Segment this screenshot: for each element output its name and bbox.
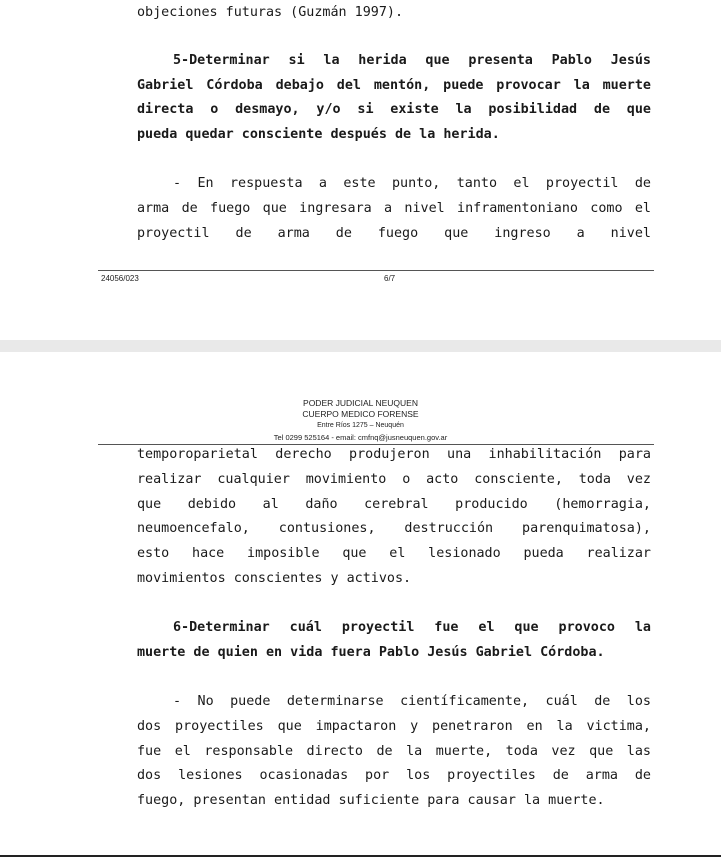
header-department: CUERPO MEDICO FORENSE — [302, 409, 419, 419]
page-bottom-border — [0, 855, 721, 857]
footer-docnum: 24056/023 — [101, 274, 139, 283]
question-6-heading: 6-Determinar cuál proyectil fue el que provoco la — [173, 620, 651, 635]
header-institution: PODER JUDICIAL NEUQUEN — [303, 398, 418, 408]
answer-6-text: - No puede determinarse científicamente, cuál de los — [173, 694, 651, 709]
answer-6-text: fuego, presentan entidad suficiente para causar la muerte. — [137, 793, 605, 808]
header-contact: Tel 0299 525164 - email: cmfnq@jusneuquen.gov.ar — [273, 433, 448, 442]
footer-page-number: 6/7 — [384, 274, 396, 283]
question-5-heading: pueda quedar consciente después de la herida. — [137, 127, 500, 142]
header-address: Entre Ríos 1275 – Neuquén — [317, 422, 404, 429]
page-separator — [0, 340, 721, 352]
question-6-heading: muerte de quien en vida fuera Pablo Jesús Gabriel Córdoba. — [137, 645, 605, 660]
question-5-heading: 5-Determinar si la herida que presenta Pablo Jesús — [173, 53, 651, 68]
answer-6-text: fue el responsable directo de la muerte, toda vez que las — [137, 744, 651, 759]
answer-5-text: temporoparietal derecho produjeron una inhabilitación para — [137, 447, 651, 462]
answer-5-text: movimientos conscientes y activos. — [137, 571, 412, 586]
answer-5-text: arma de fuego que ingresara a nivel inframentoniano como el — [137, 201, 651, 216]
answer-5-text: esto hace imposible que el lesionado pueda realizar — [137, 546, 651, 561]
answer-5-text: realizar cualquier movimiento o acto consciente, toda vez — [137, 472, 651, 487]
answer-5-text: neumoencefalo, contusiones, destrucción parenquimatosa), — [137, 521, 651, 536]
answer-6-text: dos proyectiles que impactaron y penetraron en la victima, — [137, 719, 651, 734]
question-5-heading: directa o desmayo, y/o si existe la posibilidad de que — [137, 102, 651, 117]
answer-5-text: proyectil de arma de fuego que ingreso a nivel — [137, 226, 651, 241]
question-5-heading: Gabriel Córdoba debajo del mentón, puede provocar la muerte — [137, 78, 651, 93]
footer-rule — [98, 270, 654, 271]
body-text-line: objeciones futuras (Guzmán 1997). — [137, 5, 404, 20]
answer-5-text: que debido al daño cerebral producido (hemorragia, — [137, 497, 651, 512]
answer-5-text: - En respuesta a este punto, tanto el proyectil de — [173, 176, 651, 191]
answer-6-text: dos lesiones ocasionadas por los proyectiles de arma de — [137, 768, 651, 783]
